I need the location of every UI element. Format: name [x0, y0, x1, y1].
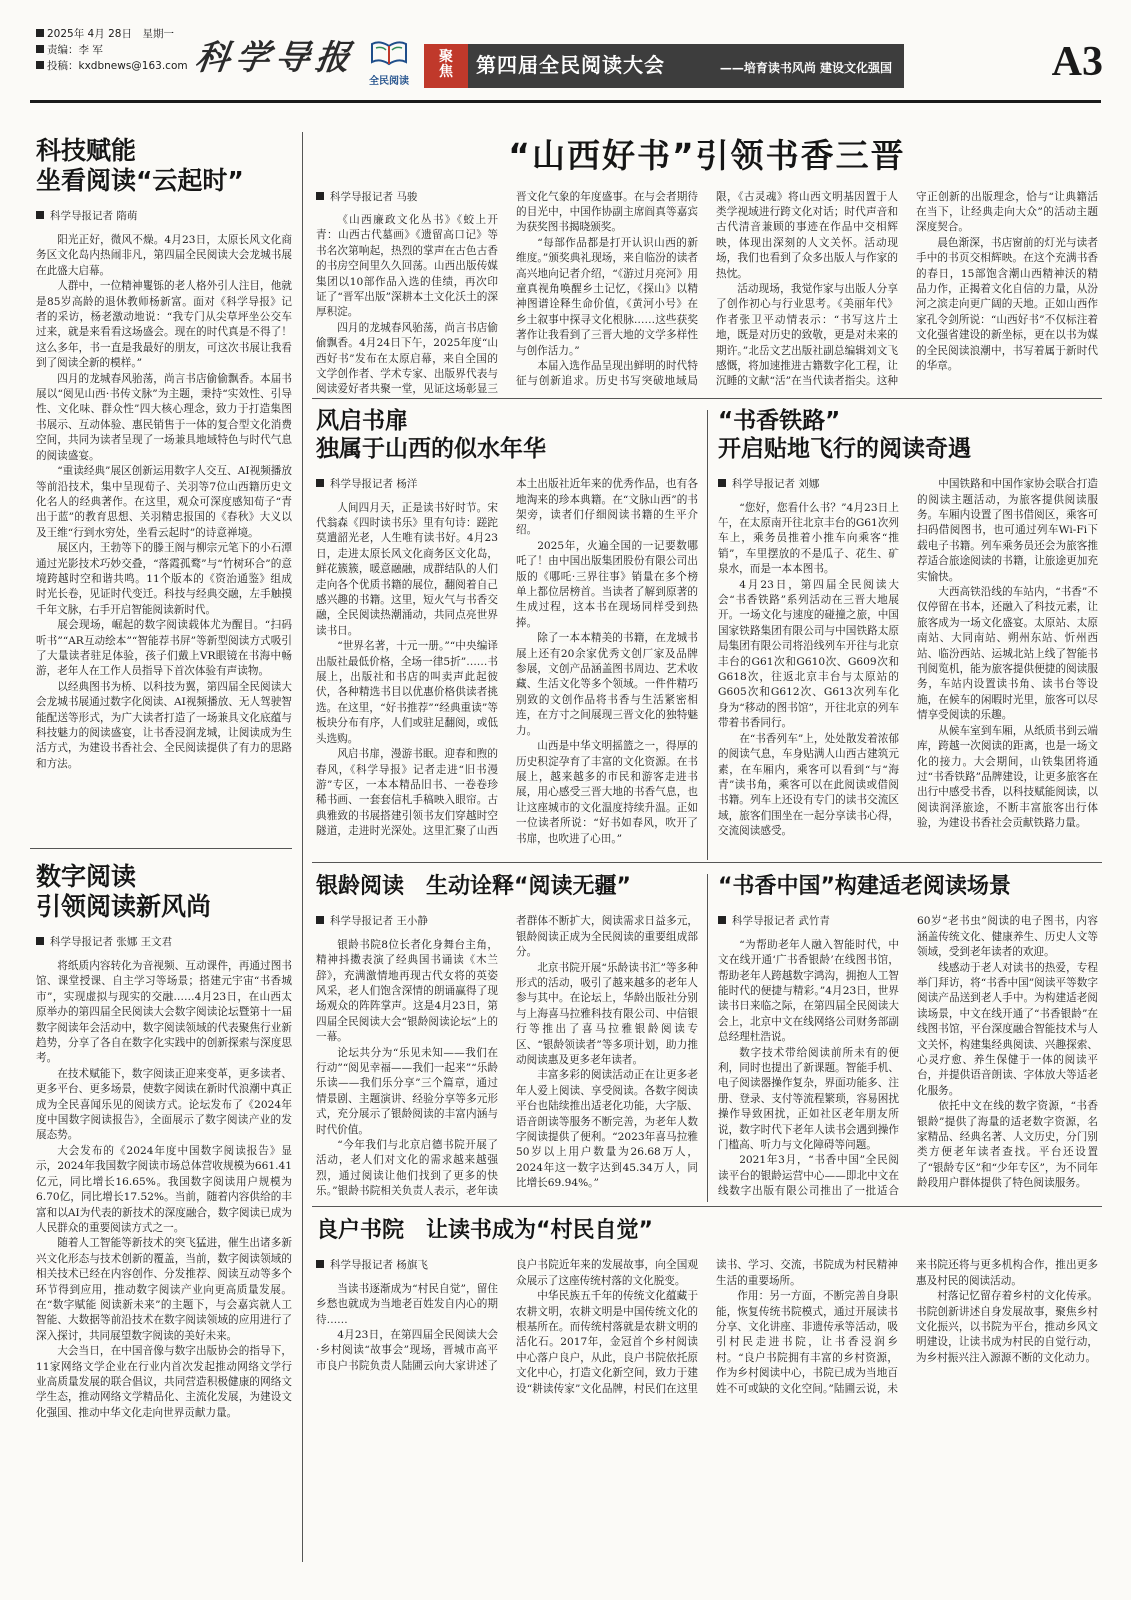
issue-editor: 责编：李 军 — [47, 44, 103, 56]
article-book-china — [718, 874, 1098, 1200]
issue-date: 2025年 4月 28日 星期一 — [47, 28, 174, 40]
article-title: “山西好书”引领书香三晋 — [508, 136, 906, 175]
article-body: 科学导报记者 马骏 《山西廉政文化丛书》《蛟上开青：山西古代墓画》《遗留高口记》等书名次第响起，热烈的掌声在古色古香的书房空间里久久回荡。山西出版传媒集团以10部作品入选的佳绩，再次印证了“晋军出版”深耕本土文化沃土的深厚积淀。 四月的龙城春风骀荡，尚言书店偷偷飘香。4月24日下午，2025年度“山西好书”发布在太原启幕，来自全国的文学创作者、学术专家、出版界代表与阅读爱好者共聚一堂，见证这场彰显三晋文化气象的年度盛事。在与会者期待的目光中，中国作协副主席阎真等嘉宾为获奖图书揭晓颁奖。 “每部作品都是打开认识山西的新维度。”颁奖典礼现场，来自临汾的读者高兴地向记者介绍，“《游过月亮河》用童真视角唤醒乡土记忆，《探山》以精神图谱诠释生命价值，《黄河小号》在乡土叙事中探寻文化根脉……这些获奖著作让我看到了三晋大地的文学多样性与创作活力。” 本届入选作品呈现出鲜明的时代特征与创新追求。历史书写突破地域局限，《古灵魂》将山西文明基因置于人类学视域进行跨文化对话；时代声音和古代清音兼顾的事迹在作品中交相辉映，体现出深刻的人文关怀。活动现场，我们也看到了众多出版人与作家的热忱。 活动现场，我觉作家与出版人分享了创作初心与行业思考。《美丽年代》作者张卫平动情表示：“书写这片土地，既是对历史的致敬，更是对未来的期许。”北岳文艺出版社副总编辑刘文飞感慨，将加速推进古籍数字化工程，让沉睡的文献“活”在当代读者指尖。这种守正创新的出版理念，恰与“让典籍活在当下，让经典走向大众”的活动主题深度契合。 晨色渐深，书店窗前的灯光与读者手中的书页交相辉映。在这个充满书香的春日，15部饱含潮山西精神沃的精品力作，正揭着文化自信的力量，从汾河之滨走向更广阔的天地。正如山西作家孔令剑所说：“山西好书”不仅标注着文化强省建设的新坐标，更在以书为媒的全民阅读浪潮中，书写着属于新时代的华章。 — [316, 190, 1098, 396]
banner-title: 第四届全民阅读大会 — [476, 53, 665, 77]
article-body: 将纸质内容转化为音视频、互动课件，再通过图书馆、课堂授课、自主学习等场景；搭建元宇宙“书香城市”，实现虚拟与现实的交融……4月23日，在山西太原举办的第四届全民阅读大会数字阅读论坛暨第十一届数字阅读年会活动中，数字阅读领域的代表聚焦行业新趋势，分享了各自在数字化实践中的创新探索与深度思考。 在技术赋能下，数字阅读正迎来变革，更多读者、更多平台、更多场景，使数字阅读在新时代浪潮中真正成为全民喜闻乐见的阅读方式。论坛发布了《2024年度中国数字阅读报告》，全面展示了数字阅读产业的发展态势。 大会发布的《2024年度中国数字阅读报告》显示，2024年我国数字阅读市场总体营收规模为661.41亿元，同比增长16.65%。我国数字阅读用户规模为6.70亿，同比增长17.52%。当前，随着内容供给的丰富和以AI为代表的新技术的深度融合，数字阅读已成为人民群众的重要阅读方式之一。 随着人工智能等新技术的突飞猛进，催生出诸多新兴文化形态与技术创新的覆盖，当前，数字阅读领域的相关技术已经在内容创作、分发推荐、阅读互动等多个环节得到应用，推动数字阅读产业向更高质量发展。在“数字赋能 阅读新未来”的主题下，与会嘉宾就人工智能、大数据等前沿技术在数字阅读领域的应用进行了深入探讨，共同展望数字阅读的美好未来。 大会当日，在中国音像与数字出版协会的指导下，11家网络文学企业在行业内首次发起推动网络文学行业高质量发展的联合倡议，共同营造积极健康的网络文学生态，推动网络文学精品化、主流化发展，为建设文化强国、推动中华文化走向世界贡献力量。 — [36, 960, 292, 1419]
article-byline: 科学导报记者 隋萌 — [36, 208, 292, 223]
paper-name: 科学导报 — [192, 38, 359, 78]
article-body: 科学导报记者 杨旗飞 当读书逐渐成为“村民自觉”，留住乡愁也就成为当地老百姓发自内心的期待…… 4月23日，在第四届全民阅读大会·乡村阅读“故事会”现场，晋城市高平市良户书院负责人陆圃云向大家讲述了良户书院近年来的发展故事，向全国观众展示了这座传统村落的文化脱变。 中华民族五千年的传统文化蕴藏于农耕文明，农耕文明是中国传统文化的根基所在。而传统村落就是农耕文明的活化石。2017年，金冠首个乡村阅读中心落户良户，从此，良户书院依托原文化中心，打造文化新空间，致力于建设“耕读传家”文化品牌，村民们在这里读书、学习、交流，书院成为村民精神生活的重要场所。 作用：另一方面，不断完善自身职能，恢复传统书院模式，通过开展读书分享、文化讲座、非遗传承等活动，吸引村民走进书院，让书香浸润乡村。“良户书院拥有丰富的乡村资源，作为乡村阅读中心，书院已成为当地百姓不可或缺的文化空间。”陆圃云说，未来书院还将与更多机构合作，推出更多惠及村民的阅读活动。 村落记忆留存着乡村的文化传承。书院创新讲述自身发展故事，聚焦乡村文化振兴，以书院为平台，推动乡风文明建设，让读书成为村民的自觉行动，为乡村振兴注入源源不断的文化动力。 — [316, 1259, 1098, 1395]
page-number: A3 — [1051, 39, 1103, 85]
bullet-square-icon — [36, 937, 44, 945]
section-divider — [312, 1206, 1102, 1207]
article-byline: 科学导报记者 张娜 王文君 — [36, 934, 292, 949]
article-tech-cloud — [36, 136, 292, 851]
article-byline: 科学导报记者 马骏 — [316, 190, 498, 205]
national-reading-logo — [358, 38, 420, 94]
bullet-square-icon — [718, 916, 726, 924]
article-book-breeze — [316, 408, 698, 851]
bullet-square-icon — [36, 29, 44, 37]
issue-meta — [36, 26, 188, 74]
banner-tag: 聚 焦 — [424, 44, 468, 88]
column-divider — [707, 874, 708, 1202]
bullet-square-icon — [316, 1260, 324, 1268]
article-title: 良户书院 让读书成为“村民自觉” — [316, 1218, 653, 1243]
open-book-icon — [370, 38, 408, 66]
bullet-square-icon — [36, 61, 44, 69]
article-body: 科学导报记者 刘娜 “您好，您看什么书？”4月23日上午，在太原南开往北京丰台的G61次列车上，乘务员推着小推车向乘客“推销”，车里摆放的不是瓜子、花生、矿泉水，而是一本本图书。 4月23日，第四届全民阅读大会“书香铁路”系列活动在三晋大地展开。一场文化与速度的碰撞之旅，中国国家铁路集团有限公司与中国铁路太原局集团有限公司将沿线列车开往与北京丰台的G61次和G610次、G609次和G618次，往返北京丰台与太原站的G605次和G612次、G613次列车化身为“移动的图书馆”，开往北京的列车带着书香同行。 在“书香列车”上，处处散发着浓郁的阅读气息，车身贴满人山西古建筑元素，在车厢内，乘客可以看到“与“海青”读书角，乘客可以在此阅读或借阅书籍。列车上还设有专门的读书交流区域，旅客们围坐在一起分享读书心得，交流阅读感受。 中国铁路和中国作家协会联合打造的阅读主题活动，为旅客提供阅读服务。车厢内设置了图书借阅区，乘客可扫码借阅图书，也可通过列车Wi-Fi下载电子书籍。列车乘务员还会为旅客推荐适合旅途阅读的书籍，让旅途更加充实愉快。 大西高铁沿线的车站内，“书香”不仅停留在书本，还融入了科技元素，让旅客成为一场文化盛宴。太原站、太原南站、大同南站、朔州东站、忻州西站、临汾西站、运城北站上线了智能书刊阅览机，能为旅客提供便捷的阅读服务，车站内设置读书角、读书台等设施，在候车的闲暇时光里，旅客可以尽情享受阅读的乐趣。 从候车室到车厢，从纸质书到云端库，跨越一次阅读的距离，也是一场文化的接力。大会期间，山铁集团将通过“书香铁路”品牌建设，让更多旅客在出行中感受书香，以科技赋能阅读，以阅读润泽旅途，不断丰富旅客出行体验，为建设书香社会贡献铁路力量。 — [718, 478, 1098, 838]
article-title: 风启书扉 独属于山西的似水年华 — [316, 408, 546, 462]
article-byline: 科学导报记者 杨旗飞 — [316, 1258, 498, 1273]
bullet-square-icon — [718, 479, 726, 487]
banner-subtitle: ——培育读书风尚 建设文化强国 — [719, 61, 892, 75]
article-title: “书香铁路” 开启贴地飞行的阅读奇遇 — [718, 408, 971, 462]
article-title: 数字阅读 引领阅读新风尚 — [36, 862, 212, 921]
section-divider — [312, 862, 1102, 863]
masthead-rule — [30, 100, 1101, 103]
article-title: 银龄阅读 生动诠释“阅读无疆” — [316, 874, 631, 899]
topic-banner — [424, 44, 904, 88]
column-divider — [302, 132, 303, 1562]
article-book-railway — [718, 408, 1098, 851]
logo-caption: 全民阅读 — [369, 76, 409, 87]
article-body: 科学导报记者 武竹青 “为帮助老年人融入智能时代，中文在线开通‘广书香银龄’在线图书馆，帮助老年人跨越数字鸿沟，拥抱人工智能时代的便捷与精彩。”4月23日，世界读书日来临之际，在第四届全民阅读大会上，北京中文在线网络公司财务部副总经理杜浩说。 数字技术带给阅读前所未有的便利，同时也提出了新课题。智能手机、电子阅读器操作复杂，界面功能多、注册、登录、支付等流程繁琐，容易困扰操作导致困扰，正如社区老年朋友所说，数字时代下老年人读书会遇到操作门槛高、听力与文化障碍等问题。 2021年3月，“书香中国”全民阅读平台的银龄运营中心——即北中文在线数字出版有限公司推出了一批适合60岁“老书虫”阅读的电子图书，内容涵盖传统文化、健康养生、历史人文等领域，受到老年读者的欢迎。 线感动于老人对读书的热爱，专程举门拜访，将“书香中国”阅读平等数字阅读产品送到老人手中。为构建适老阅读场景，中文在线开通了“书香银龄”在线图书馆，平台深度融合智能技术与人文关怀，构建集经典阅读、兴趣探索、心灵疗愈、养生保健于一体的阅读平台，并提供语音朗读、字体放大等适老化服务。 依托中文在线的数字资源，“书香银龄”提供了海量的适老数字资源，名家精品、经典名著、人文历史，分门别类方便老年读者查找。平台还设置了“银龄专区”和“少年专区”，为不同年龄段用户群体提供了特色阅读服务。 — [718, 915, 1098, 1198]
bullet-square-icon — [316, 916, 324, 924]
article-byline: 科学导报记者 武竹青 — [718, 914, 899, 929]
article-lianghu-academy — [316, 1218, 1098, 1578]
article-shanxi-good-books — [316, 136, 1098, 408]
column-divider — [707, 410, 708, 860]
issue-email[interactable]: 投稿：kxdbnews@163.com — [47, 60, 188, 72]
masthead — [0, 0, 1131, 100]
bullet-square-icon — [316, 192, 324, 200]
article-title: 科技赋能 坐看阅读“云起时” — [36, 136, 244, 195]
article-byline: 科学导报记者 杨洋 — [316, 477, 498, 492]
article-body: 科学导报记者 王小静 银龄书院8位长者化身舞台主角，精神抖擞表演了经典国书诵读《木兰辞》，充满激情地再现古代女将的英姿风采，老人们饱含深情的朗诵赢得了现场观众的阵阵掌声。这是4月23日，第四届全民阅读大会“银龄阅读论坛”上的一幕。 论坛共分为“乐见未知——我们在行动”“阅见幸福——我们一起来”“乐龄乐读——我们乐分享”三个篇章，通过情景剧、主题演讲、经验分享等多元形式，充分展示了银龄阅读的丰富内涵与时代价值。 “今年我们与北京启德书院开展了活动，老人们对文化的需求越来越强烈，通过阅读让他们找到了更多的快乐。”银龄书院相关负责人表示，老年读者群体不断扩大，阅读需求日益多元，银龄阅读正成为全民阅读的重要组成部分。 北京书院开展“乐龄读书汇”等多种形式的活动，吸引了越来越多的老年人参与其中。在论坛上，华龄出版社分别与上海喜马拉雅科技有限公司、中信银行等推出了喜马拉雅银龄阅读专区、“银龄领读者”等多项计划，助力推动阅读惠及更多老年读者。 丰富多彩的阅读活动正在让更多老年人爱上阅读、享受阅读。各数字阅读平台也陆续推出适老化功能，大字版、语音朗读等服务不断完善，为老年人数字阅读提供了便利。“2023年喜马拉雅50岁以上用户数量为26.68万人，2024年这一数字达到45.34万人，同比增长69.94%。” — [316, 915, 698, 1198]
bullet-square-icon — [36, 211, 44, 219]
article-digital-reading — [36, 862, 292, 1569]
article-byline: 科学导报记者 刘娜 — [718, 477, 899, 492]
article-title: “书香中国”构建适老阅读场景 — [718, 874, 1011, 899]
bullet-square-icon — [36, 45, 44, 53]
bullet-square-icon — [316, 479, 324, 487]
article-byline: 科学导报记者 王小静 — [316, 914, 498, 929]
article-body: 科学导报记者 杨洋 人间四月天，正是读书好时节。宋代翁森《四时读书乐》里有句诗：蹉跎莫遣韶光老，人生唯有读书好。4月23日，走进太原长风文化商务区文化岛，鲜花簇簇，暖意融融，成群结队的人们走向各个优质书籍的展位，翻阅着自己感兴趣的书籍。这里，短火气与书香交融，全民阅读热潮涌动，共同点亮世界读书日。 “世界名著，十元一册。”“中央编译出版社最低价格，全场一律5折”……书展上，出版社和书店的叫卖声此起彼伏，各种精选书目以优惠价格供读者挑选。在这里，“好书推荐”“经典重读”等板块分布有序，人们或驻足翻阅，或低头选购。 风启书扉，漫游书眠。迎春和煦的春风，《科学导报》记者走进“旧书漫游”专区，一本本精品旧书、一卷卷珍稀书画、一套套信札手稿映入眼帘。古典雅致的书展搭建引领书友们穿越时空隧道，走进时光深处。这里汇聚了山西本土出版社近年来的优秀作品，也有各地淘来的珍本典籍。在“文脉山西”的书架旁，读者们仔细阅读书籍的生平介绍。 2025年，火遍全国的一记要数哪吒了！由中国出版集团股份有限公司出版的《哪吒·三界往事》销量在多个榜单上都位居榜首。当读者了解到原著的生成过程，这本书在现场同样受到热捧。 除了一本本精美的书籍，在龙城书展上还有20余家优秀文创厂家及品牌参展，文创产品涵盖图书周边、艺术收藏、生活文化等多个领域。一件件精巧别致的文创作品将书香与生活紧密相连，在方寸之间展现三晋文化的独特魅力。 山西是中华文明摇篮之一，得厚的历史积淀孕育了丰富的文化资源。在书展上，越来越多的市民和游客走进书展，用心感受三晋大地的书香气息，也让这座城市的文化温度持续升温。正如一位读者所说：“好书如春风，吹开了书扉，也吹进了心田。” — [316, 478, 698, 845]
article-senior-reading — [316, 874, 698, 1200]
article-body: 阳光正好，微风不燥。4月23日，太原长风文化商务区文化岛内热闹非凡，第四届全民阅读大会龙城书展在此盛大启幕。 人群中，一位精神矍铄的老人格外引人注目，他就是85岁高龄的退休教师杨新富。面对《科学导报》记者的采访，杨老激动地说：“我专门从尖草坪坐公交车过来，就是来看看这场盛会。现在的时代真是不得了！这么多年，书一直是我最好的朋友，可这次书展让我看到了阅读全新的模样。” 四月的龙城春风骀荡，尚言书店偷偷飘香。本届书展以“阅见山西·书传文脉”为主题，秉持“实效性、引导性、文化味、群众性”四大核心理念，致力于打造集图书展示、互动体验、惠民销售于一体的复合型文化消费空间，共同为读者呈现了一场兼具地域特色与时代气息的阅读盛宴。 “重读经典”展区创新运用数字人交互、AI视频播放等前沿技术，集中呈现荀子、关羽等7位山西籍历史文化名人的经典著作。在这里，观众可深度感知荀子“青出于蓝”的教育思想、关羽精忠报国的《春秋》大义以及王维“行到水穷处，坐看云起时”的诗意禅境。 展区内，王勃等下的滕王阁与柳宗元笔下的小石潭通过光影技术巧妙交叠，“落霞孤鹜”与“竹树环合”的意境跨越时空和谐共鸣。11个版本的《资治通鉴》组成时光长卷，见证时代变迁。科技与经典交融，左手触摸千年文脉，右手开启智能阅读新时代。 展会现场，崛起的数字阅读载体尤为醒目。“扫码听书”“AR互动绘本”“智能荐书屏”等新型阅读方式吸引了大量读者驻足体验，孩子们戴上VR眼镜在书海中畅游，老年人在工作人员指导下首次体验有声读物。 以经典图书为桥、以科技为翼，第四届全民阅读大会龙城书展通过数字化阅读、AI视频播放、无人驾驶智能配送等形式，为广大读者打造了一场兼具文化底蕴与科技魅力的阅读盛宴，让书香浸润龙城，让阅读成为生活方式，为建设书香社会、全民阅读提供了有力的思路和方法。 — [36, 234, 292, 770]
